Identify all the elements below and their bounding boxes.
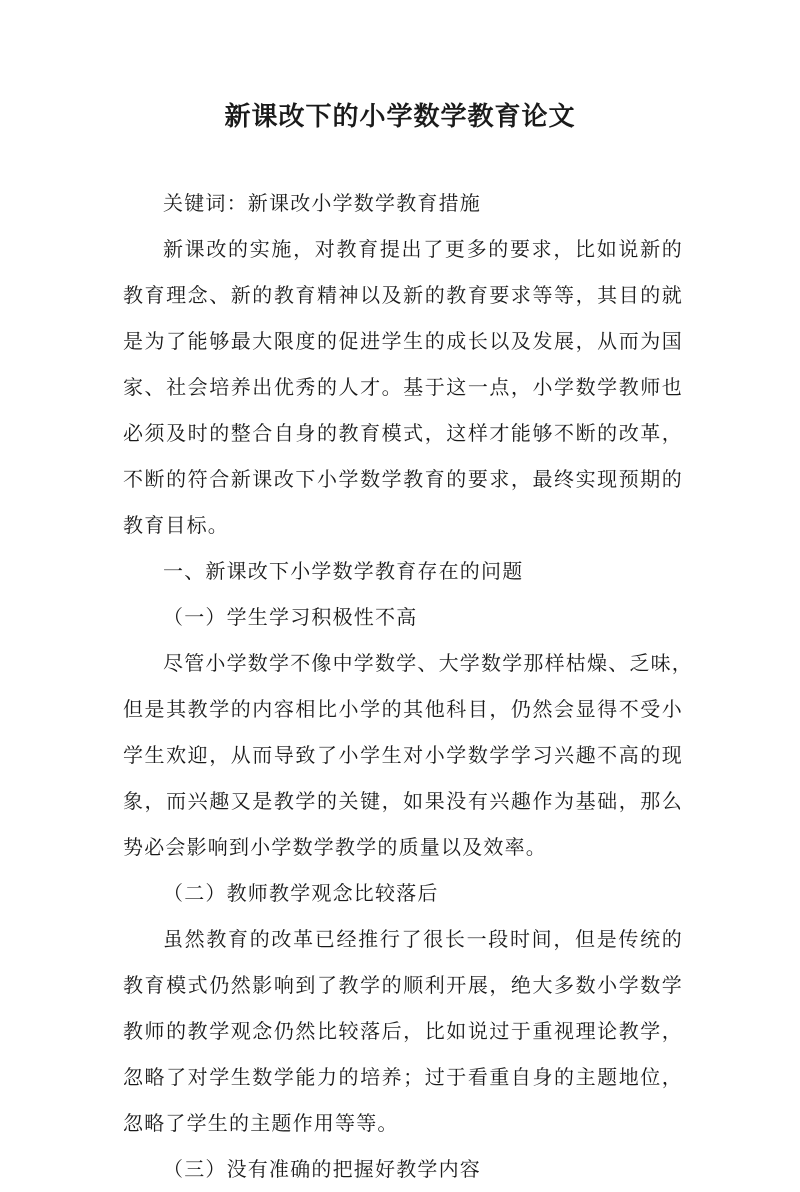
- paragraph-line: 尽管小学数学不像中学数学、大学数学那样枯燥、乏味，: [163, 651, 693, 675]
- intro-line: 不断的符合新课改下小学数学教育的要求，最终实现预期的: [123, 467, 683, 491]
- paragraph-line: 虽然教育的改革已经推行了很长一段时间，但是传统的: [163, 927, 683, 951]
- keywords-line: 关键词：新课改小学数学教育措施: [163, 191, 481, 215]
- paragraph-line: 但是其教学的内容相比小学的其他科目，仍然会显得不受小: [123, 697, 683, 721]
- paragraph-line: 教师的教学观念仍然比较落后，比如说过于重视理论教学，: [123, 1019, 683, 1043]
- paragraph-line: 象，而兴趣又是教学的关键，如果没有兴趣作为基础，那么: [123, 789, 683, 813]
- section-heading: 一、新课改下小学数学教育存在的问题: [163, 559, 524, 583]
- intro-line: 家、社会培养出优秀的人才。基于这一点，小学数学教师也: [123, 375, 683, 399]
- document-body: [123, 180, 693, 1192]
- subsection-heading: （三）没有准确的把握好教学内容: [163, 1157, 481, 1181]
- intro-line: 教育目标。: [123, 513, 229, 537]
- paragraph-line: 忽略了学生的主题作用等等。: [123, 1111, 399, 1135]
- subsection-heading: （二）教师教学观念比较落后: [163, 881, 439, 905]
- paragraph-line: 学生欢迎，从而导致了小学生对小学数学学习兴趣不高的现: [123, 743, 683, 767]
- intro-line: 必须及时的整合自身的教育模式，这样才能够不断的改革，: [123, 421, 683, 445]
- subsection-heading: （一）学生学习积极性不高: [163, 605, 418, 629]
- intro-line: 是为了能够最大限度的促进学生的成长以及发展，从而为国: [123, 329, 683, 353]
- document-title: 新课改下的小学数学教育论文: [224, 102, 576, 132]
- intro-line: 新课改的实施，对教育提出了更多的要求，比如说新的: [163, 237, 683, 261]
- paragraph-line: 势必会影响到小学数学教学的质量以及效率。: [123, 835, 547, 859]
- paragraph-line: 教育模式仍然影响到了教学的顺利开展，绝大多数小学数学: [123, 973, 683, 997]
- intro-line: 教育理念、新的教育精神以及新的教育要求等等，其目的就: [123, 283, 683, 307]
- paragraph-line: 忽略了对学生数学能力的培养；过于看重自身的主题地位，: [123, 1065, 683, 1089]
